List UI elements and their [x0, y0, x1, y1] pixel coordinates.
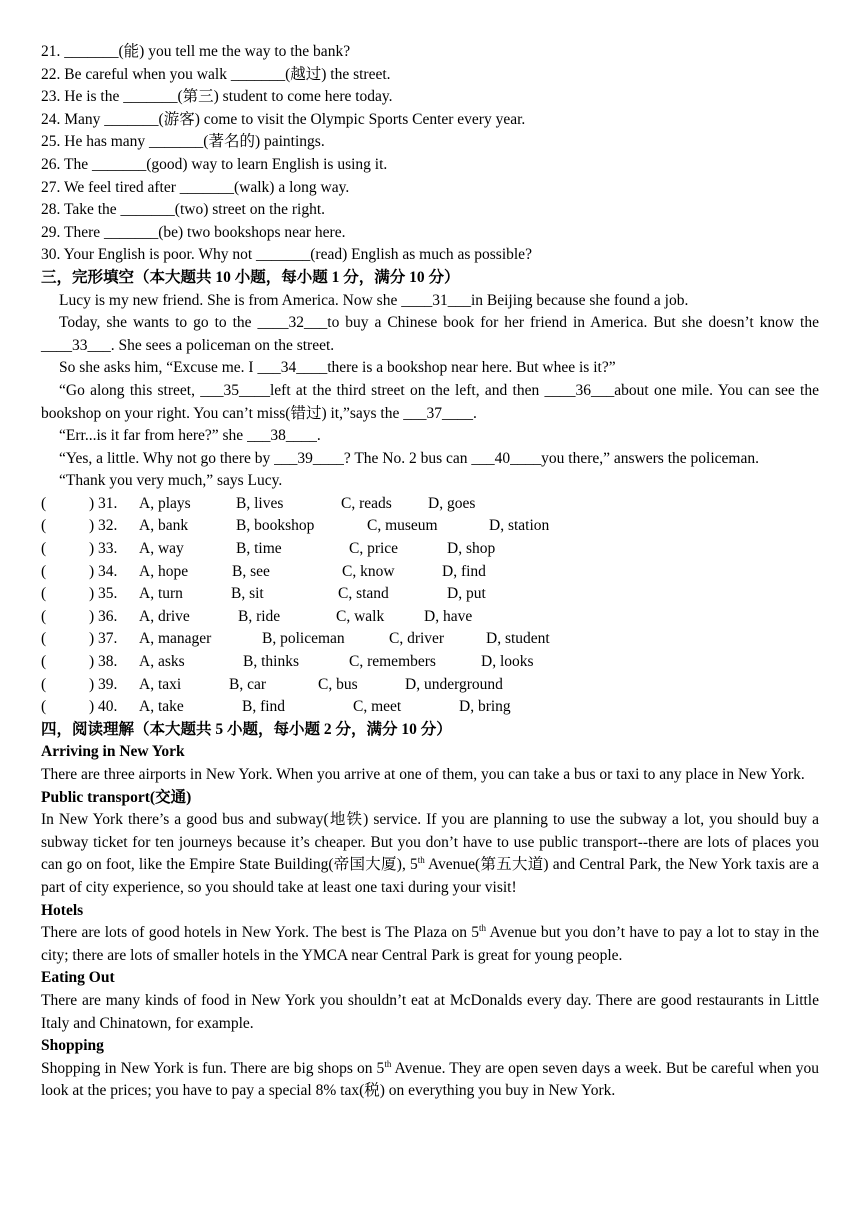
option-choice: B, time: [236, 540, 282, 558]
reading-paragraph: In New York there’s a good bus and subway(地铁) service. If you are planning to use the subway a lot, you should buy a subway ticket for ten journeys because it’s cheaper. But you don’t have to use public transport--there are lots of places you can go on foot, like the Empire State Building(帝国大厦), 5th Avenue(第五大道) and Central Park, the New York taxis are a part of city experience, so you should take at least one taxi during your visit!: [41, 811, 819, 896]
cloze-passage: [41, 290, 819, 493]
option-choice: D, have: [424, 607, 473, 625]
question-28: 28. Take the _______(two) street on the right.: [41, 201, 326, 219]
option-choice: D, shop: [447, 540, 496, 558]
option-choice: B, thinks: [243, 653, 299, 671]
option-choice: B, car: [229, 675, 267, 693]
option-choice: B, find: [242, 698, 286, 716]
option-choice: ) 39.: [89, 675, 118, 693]
document-page: [41, 41, 819, 1103]
option-choice: ) 34.: [89, 562, 118, 580]
question-21: 21. _______(能) you tell me the way to the bank?: [41, 43, 351, 60]
cloze-paragraph: “Yes, a little. Why not go there by ___39____? The No. 2 bus can ___40____you there,” answers the policeman.: [59, 449, 759, 467]
question-24: 24. Many _______(游客) come to visit the Olympic Sports Center every year.: [41, 110, 526, 128]
option-choice: C, remembers: [349, 653, 436, 671]
option-row: [41, 628, 819, 651]
question-25: 25. He has many _______(著名的) paintings.: [41, 133, 325, 151]
cloze-options: [41, 493, 819, 719]
option-choice: C, bus: [318, 675, 358, 693]
question-30: 30. Your English is poor. Why not _______(read) English as much as possible?: [41, 246, 532, 264]
reading-paragraph: Shopping in New York is fun. There are big shops on 5th Avenue. They are open seven days a week. But be careful when you look at the prices; you have to pay a special 8% tax(税) on everything you buy in New York.: [41, 1058, 819, 1100]
option-choice: B, bookshop: [236, 517, 315, 535]
option-choice: A, plays: [139, 494, 191, 512]
option-choice: A, bank: [139, 517, 189, 535]
option-choice: B, see: [232, 562, 270, 580]
answer-blank: (: [41, 562, 47, 580]
question-26: 26. The _______(good) way to learn English is using it.: [41, 155, 388, 173]
section-4-title: 四，阅读理解（本大题共 5 小题，每小题 2 分，满分 10 分）: [41, 720, 452, 738]
option-row: [41, 651, 819, 674]
cloze-paragraph: “Thank you very much,” says Lucy.: [59, 472, 283, 490]
answer-blank: (: [41, 540, 47, 558]
reading-paragraph: There are many kinds of food in New York you shouldn’t eat at McDonalds every day. There are good restaurants in Little Italy and Chinatown, for example.: [41, 991, 819, 1032]
answer-blank: (: [41, 653, 47, 671]
reading-heading: Eating Out: [41, 969, 115, 987]
answer-blank: (: [41, 517, 47, 535]
option-choice: C, driver: [389, 630, 445, 648]
answer-blank: (: [41, 585, 47, 603]
option-choice: D, underground: [405, 675, 503, 693]
option-choice: ) 37.: [89, 630, 118, 648]
option-choice: A, manager: [139, 630, 212, 648]
option-choice: A, taxi: [139, 675, 182, 693]
option-choice: ) 35.: [89, 585, 118, 603]
question-29: 29. There _______(be) two bookshops near here.: [41, 223, 346, 241]
option-row: [41, 674, 819, 697]
option-row: [41, 493, 819, 516]
cloze-paragraph: “Err...is it far from here?” she ___38____.: [59, 427, 321, 445]
option-choice: D, bring: [459, 698, 511, 716]
option-choice: C, meet: [353, 698, 402, 716]
option-choice: A, take: [139, 698, 184, 716]
option-choice: A, hope: [139, 562, 189, 580]
option-choice: D, put: [447, 585, 486, 603]
option-choice: D, station: [489, 517, 550, 535]
option-choice: ) 40.: [89, 698, 118, 716]
option-row: [41, 515, 819, 538]
option-choice: B, policeman: [262, 630, 345, 648]
reading-heading: Public transport(交通): [41, 788, 192, 806]
answer-blank: (: [41, 630, 47, 648]
option-choice: B, ride: [238, 607, 281, 625]
option-row: [41, 583, 819, 606]
option-choice: ) 31.: [89, 494, 118, 512]
fill-in-questions: [41, 41, 819, 267]
option-choice: C, reads: [341, 494, 392, 512]
option-choice: C, price: [349, 540, 399, 558]
option-row: [41, 561, 819, 584]
reading-paragraph: There are lots of good hotels in New York. The best is The Plaza on 5th Avenue but you don’t have to pay a lot to stay in the city; there are lots of smaller hotels in the YMCA near Central Park is great for young people.: [41, 923, 819, 964]
option-choice: B, sit: [231, 585, 264, 603]
reading-heading: Arriving in New York: [41, 743, 185, 761]
option-choice: A, asks: [139, 653, 185, 671]
answer-blank: (: [41, 494, 47, 512]
option-choice: D, goes: [428, 494, 476, 512]
section-3-title: 三，完形填空（本大题共 10 小题，每小题 1 分，满分 10 分）: [41, 268, 460, 286]
option-choice: A, turn: [139, 585, 183, 603]
question-23: 23. He is the _______(第三) student to come here today.: [41, 88, 393, 106]
cloze-paragraph: “Go along this street, ___35____left at the third street on the left, and then ____36___about one mile. You can see the bookshop on your right. You can’t miss(错过) it,”says the ___37____.: [41, 381, 819, 422]
option-row: [41, 606, 819, 629]
answer-blank: (: [41, 698, 47, 716]
answer-blank: (: [41, 607, 47, 625]
question-22: 22. Be careful when you walk _______(越过) the street.: [41, 65, 391, 83]
option-row: [41, 538, 819, 561]
question-27: 27. We feel tired after _______(walk) a long way.: [41, 178, 350, 196]
option-choice: C, know: [342, 562, 395, 580]
option-choice: C, museum: [367, 517, 438, 535]
option-row: [41, 696, 819, 719]
option-choice: D, looks: [481, 653, 534, 671]
reading-heading: Shopping: [41, 1037, 104, 1055]
option-choice: A, way: [139, 540, 184, 558]
option-choice: ) 32.: [89, 517, 118, 535]
option-choice: ) 36.: [89, 607, 118, 625]
option-choice: D, find: [442, 562, 486, 580]
answer-blank: (: [41, 675, 47, 693]
cloze-paragraph: So she asks him, “Excuse me. I ___34____there is a bookshop near here. But whee is it?”: [59, 359, 616, 377]
option-choice: B, lives: [236, 494, 284, 512]
option-choice: C, walk: [336, 607, 385, 625]
reading-passage: [41, 741, 819, 1103]
reading-paragraph: There are three airports in New York. When you arrive at one of them, you can take a bus or taxi to any place in New York.: [41, 766, 805, 783]
option-choice: C, stand: [338, 585, 389, 603]
option-choice: A, drive: [139, 607, 190, 625]
option-choice: ) 33.: [89, 540, 118, 558]
option-choice: ) 38.: [89, 653, 118, 671]
option-choice: D, student: [486, 630, 550, 648]
cloze-paragraph: Lucy is my new friend. She is from America. Now she ____31___in Beijing because she found a job.: [59, 291, 689, 309]
cloze-paragraph: Today, she wants to go to the ____32___to buy a Chinese book for her friend in America. But she doesn’t know the ____33___. She sees a policeman on the street.: [41, 314, 819, 354]
reading-heading: Hotels: [41, 901, 84, 919]
